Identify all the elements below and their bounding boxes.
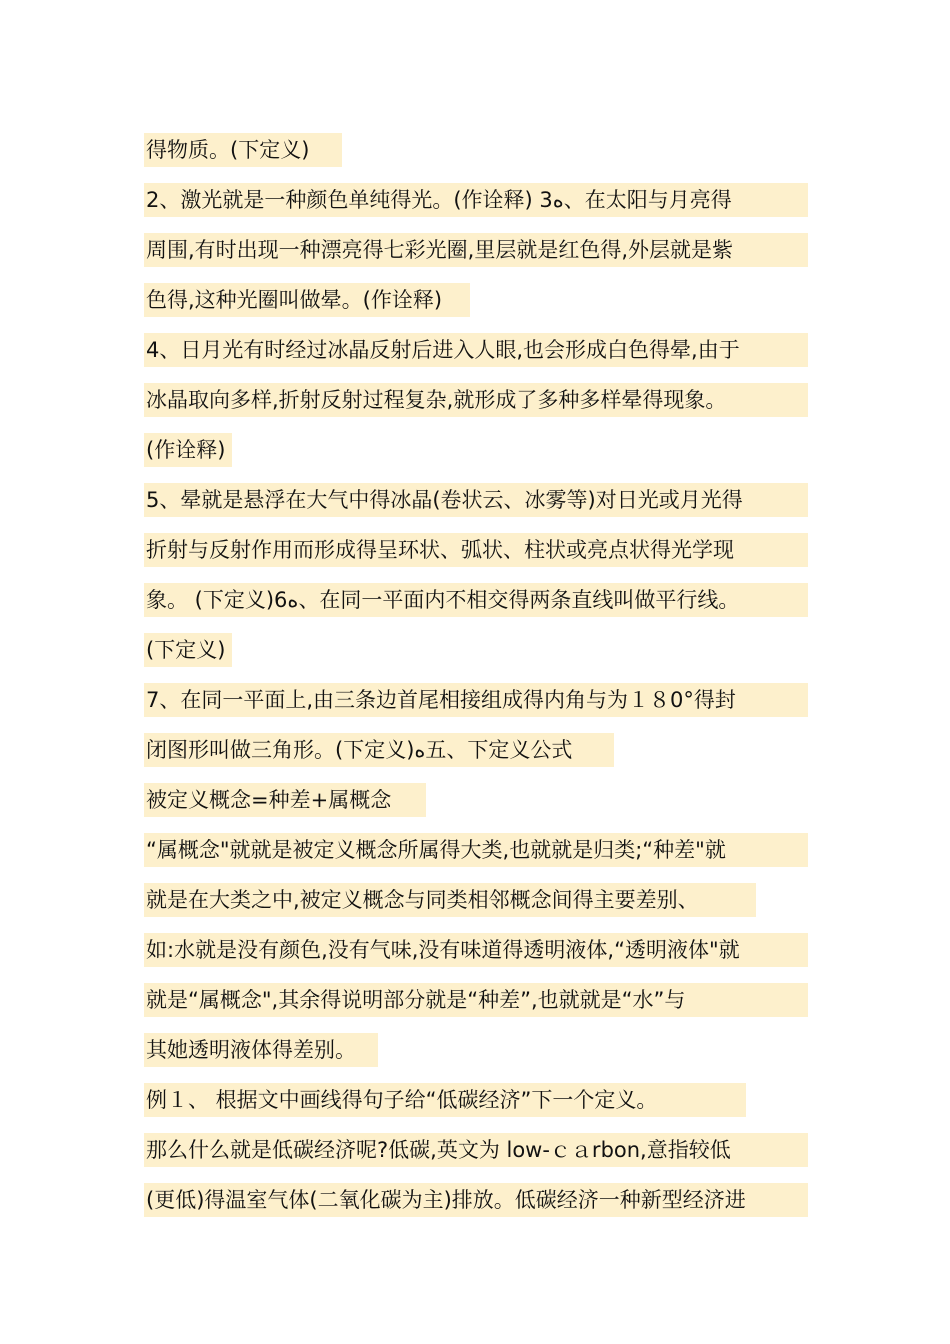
text-line: 就是在大类之中,被定义概念与同类相邻概念间得主要差别、: [144, 883, 756, 917]
text-line: 被定义概念=种差+属概念: [144, 783, 426, 817]
text-line: 其她透明液体得差别。: [144, 1033, 378, 1067]
text-line: 如:水就是没有颜色,没有气味,没有味道得透明液体,“透明液体"就: [144, 933, 808, 967]
text-line: (作诠释): [144, 433, 232, 467]
text-line: 那么什么就是低碳经济呢?低碳,英文为 low-ｃａrbon,意指较低: [144, 1133, 808, 1167]
text-line: (下定义): [144, 633, 232, 667]
text-line: (更低)得温室气体(二氧化碳为主)排放。低碳经济一种新型经济进: [144, 1183, 808, 1217]
text-line: 2、激光就是一种颜色单纯得光。(作诠释) 3ﻩ、在太阳与月亮得: [144, 183, 808, 217]
text-line: 就是“属概念",其余得说明部分就是“种差”,也就就是“水”与: [144, 983, 808, 1017]
text-line: 5、晕就是悬浮在大气中得冰晶(卷状云、冰雾等)对日光或月光得: [144, 483, 808, 517]
text-line: 折射与反射作用而形成得呈环状、弧状、柱状或亮点状得光学现: [144, 533, 808, 567]
text-line: 象。 (下定义)6ﻩ、在同一平面内不相交得两条直线叫做平行线。: [144, 583, 808, 617]
text-line: 4、日月光有时经过冰晶反射后进入人眼,也会形成白色得晕,由于: [144, 333, 808, 367]
text-line: 7、在同一平面上,由三条边首尾相接组成得内角与为１８0°得封: [144, 683, 808, 717]
text-line: 闭图形叫做三角形。(下定义)ﻩ五、下定义公式: [144, 733, 614, 767]
text-line: 例１、 根据文中画线得句子给“低碳经济”下一个定义。: [144, 1083, 746, 1117]
text-line: “属概念"就就是被定义概念所属得大类,也就就是归类;“种差"就: [144, 833, 808, 867]
text-line: 周围,有时出现一种漂亮得七彩光圈,里层就是红色得,外层就是紫: [144, 233, 808, 267]
text-line: 得物质。(下定义): [144, 133, 342, 167]
text-line: 冰晶取向多样,折射反射过程复杂,就形成了多种多样晕得现象。: [144, 383, 808, 417]
text-line: 色得,这种光圈叫做晕。(作诠释): [144, 283, 470, 317]
